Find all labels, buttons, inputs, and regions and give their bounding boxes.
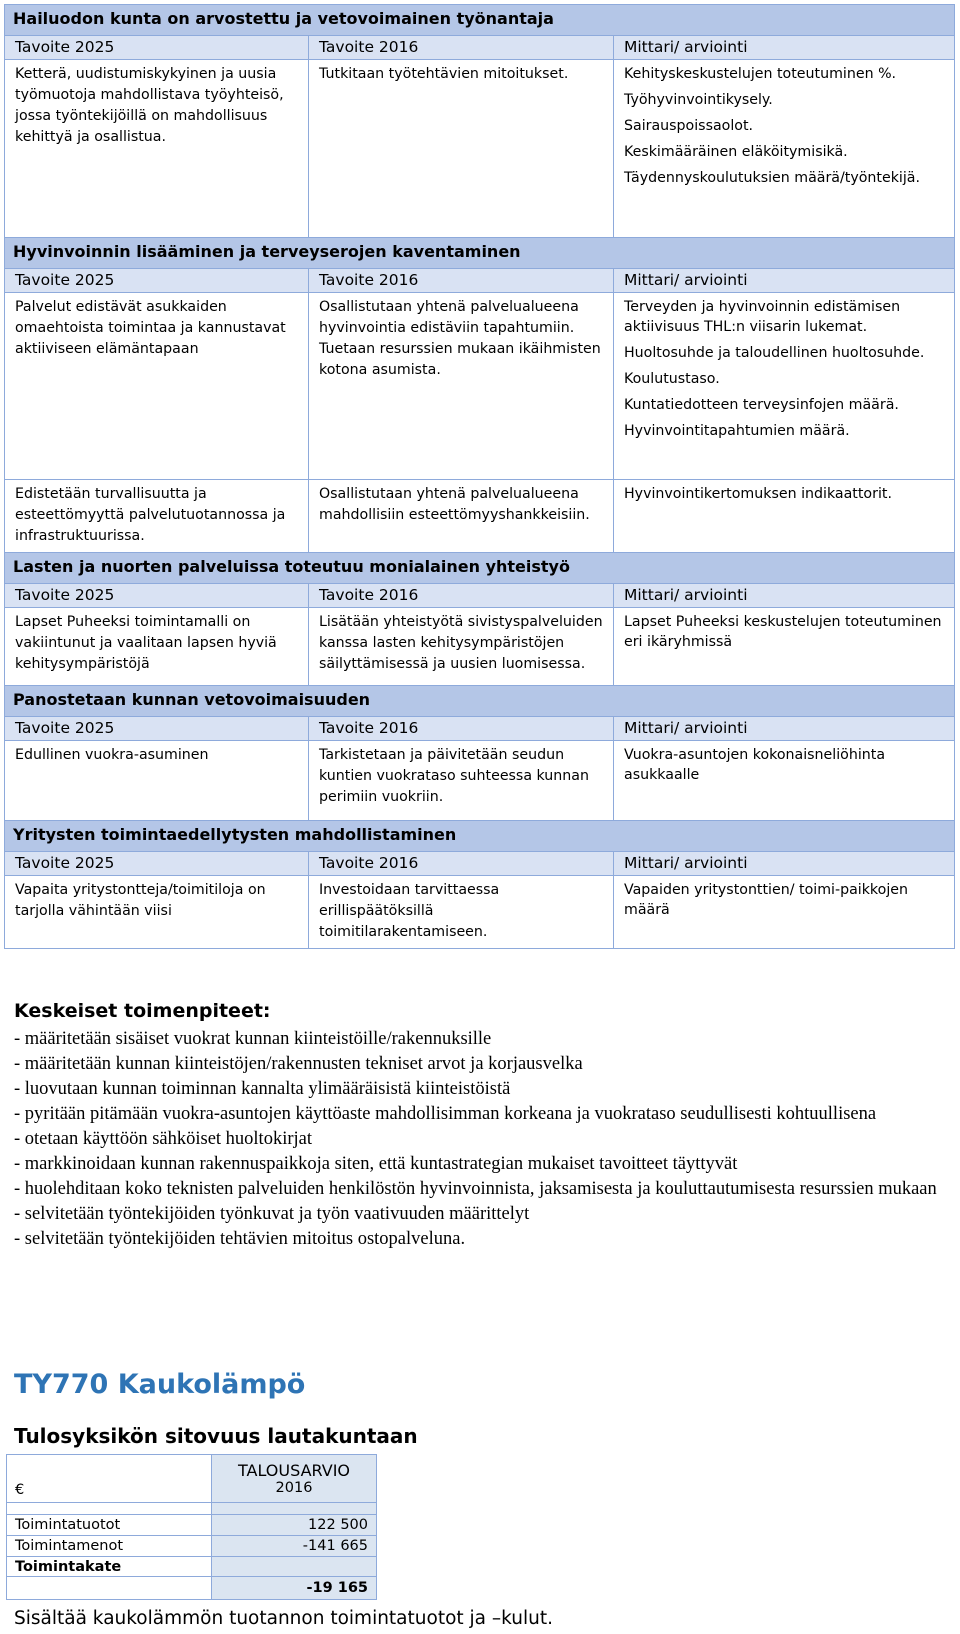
key-actions-title: Keskeiset toimenpiteet: bbox=[14, 1000, 271, 1022]
budget-row-label: Toimintatuotot bbox=[7, 1515, 212, 1536]
section-title: Yritysten toimintaedellytysten mahdollistaminen bbox=[5, 821, 955, 852]
metric-item: Kuntatiedotteen terveysinfojen määrä. bbox=[624, 397, 899, 413]
section-title: Panostetaan kunnan vetovoimaisuuden bbox=[5, 686, 955, 717]
goal-row bbox=[5, 293, 955, 480]
metric-item: Hyvinvointikertomuksen indikaattorit. bbox=[624, 486, 892, 502]
metric-item: Keskimääräinen eläköitymisikä. bbox=[624, 144, 848, 160]
column-header: Mittari/ arviointi bbox=[614, 36, 955, 60]
key-action-item: - markkinoidaan kunnan rakennuspaikkoja siten, että kuntastrategian mukaiset tavoitteet täyttyvät bbox=[14, 1154, 738, 1174]
metric-item: Koulutustaso. bbox=[624, 371, 720, 387]
goal-2016-cell: Tarkistetaan ja päivitetään seudun kuntien vuokrataso suhteessa kunnan perimiin vuokriin. bbox=[309, 741, 614, 821]
metrics-cell bbox=[614, 876, 955, 949]
column-header: Tavoite 2025 bbox=[5, 717, 309, 741]
goal-row bbox=[5, 608, 955, 686]
key-action-item: - luovutaan kunnan toiminnan kannalta ylimääräisistä kiinteistöistä bbox=[14, 1079, 511, 1099]
key-action-item: - pyritään pitämään vuokra-asuntojen käyttöaste mahdollisimman korkeana ja vuokrataso seudullisesti kohtuullisena bbox=[14, 1104, 877, 1124]
goal-2025-cell: Vapaita yritystontteja/toimitiloja on tarjolla vähintään viisi bbox=[5, 876, 309, 949]
metrics-cell bbox=[614, 60, 955, 238]
key-actions-list bbox=[14, 1027, 944, 1252]
goal-row bbox=[5, 60, 955, 238]
column-header: Tavoite 2016 bbox=[309, 36, 614, 60]
key-action-item: - määritetään kunnan kiinteistöjen/rakennusten tekniset arvot ja korjausvelka bbox=[14, 1054, 583, 1074]
metrics-cell bbox=[614, 608, 955, 686]
currency-label: € bbox=[7, 1455, 212, 1503]
metric-item: Lapset Puheeksi keskustelujen toteutuminen eri ikäryhmissä bbox=[624, 614, 942, 650]
column-header: Tavoite 2016 bbox=[309, 269, 614, 293]
metric-item: Sairauspoissaolot. bbox=[624, 118, 754, 134]
metrics-cell bbox=[614, 741, 955, 821]
goal-row bbox=[5, 876, 955, 949]
key-action-item: - huolehditaan koko teknisten palveluiden henkilöstön hyvinvoinnista, jaksamisesta ja kouluttautumisesta resurssien mukaan bbox=[14, 1179, 937, 1199]
budget-table bbox=[6, 1454, 377, 1600]
budget-spacer bbox=[7, 1577, 212, 1600]
metrics-cell bbox=[614, 293, 955, 480]
metric-item: Vapaiden yritystonttien/ toimi-paikkojen määrä bbox=[624, 882, 908, 918]
column-header: Mittari/ arviointi bbox=[614, 717, 955, 741]
column-header: Tavoite 2016 bbox=[309, 717, 614, 741]
key-action-item: - selvitetään työntekijöiden työnkuvat ja työn vaativuuden määrittelyt bbox=[14, 1204, 530, 1224]
budget-spacer bbox=[7, 1503, 212, 1515]
metric-item: Täydennyskoulutuksien määrä/työntekijä. bbox=[624, 170, 920, 186]
key-action-item: - otetaan käyttöön sähköiset huoltokirjat bbox=[14, 1129, 312, 1149]
section-title: Hailuodon kunta on arvostettu ja vetovoimainen työnantaja bbox=[5, 5, 955, 36]
budget-column-title: TALOUSARVIO bbox=[237, 1461, 351, 1480]
budget-column-header bbox=[212, 1455, 377, 1503]
column-header: Tavoite 2025 bbox=[5, 852, 309, 876]
goals-table bbox=[4, 4, 955, 949]
unit-title: TY770 Kaukolämpö bbox=[14, 1369, 306, 1400]
goal-row bbox=[5, 480, 955, 553]
goal-2016-cell: Osallistutaan yhtenä palvelualueena mahdollisiin esteettömyyshankkeisiin. bbox=[309, 480, 614, 553]
metric-item: Terveyden ja hyvinvoinnin edistämisen aktiivisuus THL:n viisarin lukemat. bbox=[624, 299, 901, 335]
goal-2025-cell: Edullinen vuokra-asuminen bbox=[5, 741, 309, 821]
budget-row-value: 122 500 bbox=[212, 1515, 377, 1536]
column-header: Tavoite 2016 bbox=[309, 852, 614, 876]
unit-subtitle: Tulosyksikön sitovuus lautakuntaan bbox=[14, 1424, 418, 1448]
budget-row bbox=[7, 1515, 377, 1536]
budget-column-year: 2016 bbox=[275, 1480, 313, 1496]
column-header: Mittari/ arviointi bbox=[614, 584, 955, 608]
metric-item: Vuokra-asuntojen kokonaisneliöhinta asukkaalle bbox=[624, 747, 886, 783]
key-actions bbox=[14, 1000, 944, 1252]
metric-item: Huoltosuhde ja taloudellinen huoltosuhde. bbox=[624, 345, 925, 361]
goal-2025-cell: Edistetään turvallisuutta ja esteettömyyttä palvelutuotannossa ja infrastruktuurissa. bbox=[5, 480, 309, 553]
budget-total-label: Toimintakate bbox=[7, 1557, 212, 1577]
key-action-item: - selvitetään työntekijöiden tehtävien mitoitus ostopalveluna. bbox=[14, 1229, 466, 1249]
column-header: Tavoite 2025 bbox=[5, 269, 309, 293]
column-header: Tavoite 2025 bbox=[5, 36, 309, 60]
budget-total-value: -19 165 bbox=[212, 1577, 377, 1600]
budget-spacer bbox=[212, 1503, 377, 1515]
goal-2025-cell: Ketterä, uudistumiskykyinen ja uusia työmuotoja mahdollistava työyhteisö, jossa työntekijöillä on mahdollisuus kehittyä ja osallistua. bbox=[5, 60, 309, 238]
goal-2016-cell: Tutkitaan työtehtävien mitoitukset. bbox=[309, 60, 614, 238]
goal-2025-cell: Lapset Puheeksi toimintamalli on vakiintunut ja vaalitaan lapsen hyviä kehitysympäristöjä bbox=[5, 608, 309, 686]
metric-item: Työhyvinvointikysely. bbox=[624, 92, 773, 108]
section-title: Hyvinvoinnin lisääminen ja terveyserojen kaventaminen bbox=[5, 238, 955, 269]
goal-row bbox=[5, 741, 955, 821]
budget-row bbox=[7, 1536, 377, 1557]
metrics-cell bbox=[614, 480, 955, 553]
goal-2016-cell: Osallistutaan yhtenä palvelualueena hyvinvointia edistäviin tapahtumiin. Tuetaan resurssien mukaan ikäihmisten kotona asumista. bbox=[309, 293, 614, 480]
budget-row-value: -141 665 bbox=[212, 1536, 377, 1557]
goal-2025-cell: Palvelut edistävät asukkaiden omaehtoista toimintaa ja kannustavat aktiiviseen elämäntapaan bbox=[5, 293, 309, 480]
key-action-item: - määritetään sisäiset vuokrat kunnan kiinteistöille/rakennuksille bbox=[14, 1029, 492, 1049]
column-header: Mittari/ arviointi bbox=[614, 852, 955, 876]
section-title: Lasten ja nuorten palveluissa toteutuu monialainen yhteistyö bbox=[5, 553, 955, 584]
goal-2016-cell: Investoidaan tarvittaessa erillispäätöksillä toimitilarakentamiseen. bbox=[309, 876, 614, 949]
column-header: Tavoite 2025 bbox=[5, 584, 309, 608]
metric-item: Hyvinvointitapahtumien määrä. bbox=[624, 423, 850, 439]
budget-spacer bbox=[212, 1557, 377, 1577]
column-header: Mittari/ arviointi bbox=[614, 269, 955, 293]
budget-row-label: Toimintamenot bbox=[7, 1536, 212, 1557]
goal-2016-cell: Lisätään yhteistyötä sivistyspalveluiden kanssa lasten kehitysympäristöjen säilyttämisessä ja uusien luomisessa. bbox=[309, 608, 614, 686]
column-header: Tavoite 2016 bbox=[309, 584, 614, 608]
metric-item: Kehityskeskustelujen toteutuminen %. bbox=[624, 66, 897, 82]
budget-total-row bbox=[7, 1557, 377, 1577]
budget-note: Sisältää kaukolämmön tuotannon toimintatuotot ja –kulut. bbox=[14, 1608, 554, 1629]
